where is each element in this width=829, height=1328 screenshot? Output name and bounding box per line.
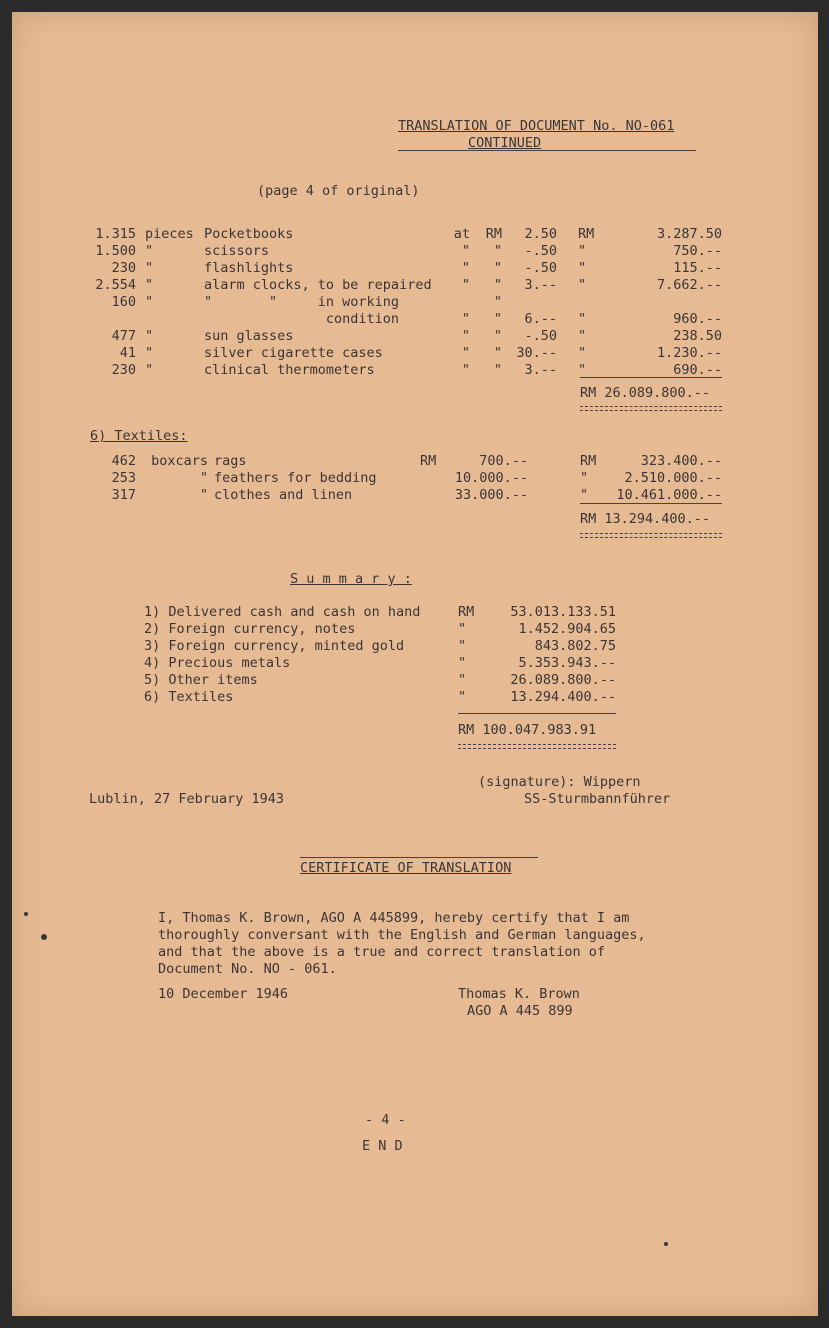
item-desc: alarm clocks, to be repaired (204, 277, 432, 293)
textile-total-currency: " (580, 487, 589, 503)
textile-qty: 462 (111, 453, 136, 469)
item-total: 750.-- (673, 243, 722, 259)
item-price: -.50 (524, 328, 557, 344)
item-at: " (461, 328, 470, 344)
item-total-currency: " (578, 260, 587, 276)
item-unit: " (145, 260, 154, 276)
translator-id: AGO A 445 899 (467, 1003, 573, 1019)
textile-price: 10.000.-- (454, 470, 528, 486)
items-total-double-rule (580, 406, 722, 411)
summary-amount: 1.452.904.65 (518, 621, 616, 637)
summary-label: 5) Other items (144, 672, 258, 688)
item-total-currency: RM (578, 226, 595, 242)
certificate-heading: CERTIFICATE OF TRANSLATION (300, 860, 512, 876)
textiles-heading: 6) Textiles: (90, 428, 188, 444)
punch-mark (41, 934, 47, 940)
page-number: - 4 - (365, 1112, 406, 1128)
summary-label: 3) Foreign currency, minted gold (144, 638, 405, 654)
item-total-currency: " (578, 345, 587, 361)
item-total: 3.287.50 (656, 226, 722, 242)
summary-heading: S u m m a r y : (290, 571, 412, 587)
item-currency: " (493, 362, 502, 378)
item-currency: " (493, 328, 502, 344)
item-at: " (461, 277, 470, 293)
place-date: Lublin, 27 February 1943 (89, 791, 285, 807)
item-unit: " (145, 328, 154, 344)
item-total: 238.50 (673, 328, 722, 344)
summary-total-double-rule (458, 744, 616, 749)
item-at: " (461, 311, 470, 327)
summary-label: 6) Textiles (144, 689, 234, 705)
item-currency: " (493, 260, 502, 276)
header-rule (398, 150, 696, 151)
textile-desc: clothes and linen (214, 487, 353, 503)
summary-currency: " (458, 655, 467, 671)
item-desc: clinical thermometers (204, 362, 375, 378)
summary-amount: 843.802.75 (534, 638, 616, 654)
certificate-date: 10 December 1946 (158, 986, 289, 1002)
item-price: 2.50 (524, 226, 557, 242)
signer-rank: SS-Sturmbannführer (524, 791, 671, 807)
item-desc: Pocketbooks (204, 226, 294, 242)
item-total-currency: " (578, 362, 587, 378)
item-total-currency: " (578, 243, 587, 259)
item-qty: 41 (119, 345, 136, 361)
item-at: " (461, 243, 470, 259)
item-desc: sun glasses (204, 328, 294, 344)
item-currency: " (493, 294, 502, 310)
item-price: 6.-- (524, 311, 557, 327)
certificate-heading-rule (300, 857, 538, 858)
certificate-line-3: and that the above is a true and correct translation of (158, 944, 606, 960)
summary-currency: " (458, 638, 467, 654)
items-total: RM 26.089.800.-- (580, 385, 711, 401)
item-currency: " (493, 345, 502, 361)
textile-price: 33.000.-- (454, 487, 528, 503)
page-note: (page 4 of original) (257, 183, 420, 199)
item-total: 7.662.-- (656, 277, 722, 293)
textile-total-currency: RM (580, 453, 597, 469)
textiles-subtotal-rule (580, 503, 722, 504)
item-total-currency: " (578, 311, 587, 327)
document-title: TRANSLATION OF DOCUMENT No. NO-061 (398, 118, 675, 134)
item-unit: " (145, 277, 154, 293)
textile-total: 10.461.000.-- (616, 487, 722, 503)
textile-qty: 317 (111, 487, 136, 503)
item-price: -.50 (524, 243, 557, 259)
item-at: " (461, 362, 470, 378)
textile-qty: 253 (111, 470, 136, 486)
item-at: at (453, 226, 470, 242)
item-currency: " (493, 311, 502, 327)
certificate-line-2: thoroughly conversant with the English and German languages, (158, 927, 646, 943)
textile-total: 2.510.000.-- (624, 470, 722, 486)
translator-name: Thomas K. Brown (458, 986, 580, 1002)
summary-amount: 53.013.133.51 (510, 604, 616, 620)
punch-mark (664, 1242, 668, 1246)
item-currency: RM (485, 226, 502, 242)
summary-label: 1) Delivered cash and cash on hand (144, 604, 421, 620)
item-desc: silver cigarette cases (204, 345, 383, 361)
textile-desc: rags (214, 453, 247, 469)
summary-currency: RM (458, 604, 475, 620)
item-qty: 477 (111, 328, 136, 344)
item-price: 3.-- (524, 362, 557, 378)
summary-total: RM 100.047.983.91 (458, 722, 597, 738)
item-desc: flashlights (204, 260, 294, 276)
textiles-total: RM 13.294.400.-- (580, 511, 711, 527)
item-total-currency: " (578, 328, 587, 344)
item-unit: " (145, 243, 154, 259)
summary-label: 2) Foreign currency, notes (144, 621, 356, 637)
item-price: 30.-- (516, 345, 557, 361)
certificate-line-4: Document No. NO - 061. (158, 961, 337, 977)
summary-currency: " (458, 689, 467, 705)
item-at: " (461, 345, 470, 361)
item-desc: " " in working (204, 294, 400, 310)
textile-price: 700.-- (479, 453, 528, 469)
summary-amount: 26.089.800.-- (510, 672, 616, 688)
textile-unit: " (199, 470, 208, 486)
item-unit: " (145, 362, 154, 378)
textile-unit: " (199, 487, 208, 503)
item-qty: 160 (111, 294, 136, 310)
summary-currency: " (458, 672, 467, 688)
textile-total: 323.400.-- (640, 453, 722, 469)
item-desc: condition (204, 311, 400, 327)
item-qty: 230 (111, 362, 136, 378)
item-at: " (461, 260, 470, 276)
end-marker: E N D (362, 1138, 403, 1154)
item-total: 115.-- (673, 260, 722, 276)
item-qty: 230 (111, 260, 136, 276)
item-qty: 1.500 (95, 243, 136, 259)
summary-subtotal-rule (458, 713, 616, 714)
item-currency: " (493, 243, 502, 259)
summary-currency: " (458, 621, 467, 637)
summary-label: 4) Precious metals (144, 655, 291, 671)
item-unit: " (145, 345, 154, 361)
item-total: 1.230.-- (656, 345, 722, 361)
summary-amount: 13.294.400.-- (510, 689, 616, 705)
item-price: 3.-- (524, 277, 557, 293)
item-qty: 1.315 (95, 226, 136, 242)
item-currency: " (493, 277, 502, 293)
item-unit: pieces (145, 226, 194, 242)
textiles-total-double-rule (580, 533, 722, 538)
item-total-currency: " (578, 277, 587, 293)
document-subtitle: CONTINUED (468, 135, 542, 151)
punch-mark (24, 912, 28, 916)
item-qty: 2.554 (95, 277, 136, 293)
summary-amount: 5.353.943.-- (518, 655, 616, 671)
item-unit: " (145, 294, 154, 310)
textile-desc: feathers for bedding (214, 470, 377, 486)
textile-total-currency: " (580, 470, 589, 486)
textile-currency: RM (420, 453, 437, 469)
item-desc: scissors (204, 243, 270, 259)
items-subtotal-rule (580, 377, 722, 378)
item-price: -.50 (524, 260, 557, 276)
item-total: 960.-- (673, 311, 722, 327)
item-total: 690.-- (673, 362, 722, 378)
textile-unit: boxcars (151, 453, 208, 469)
certificate-line-1: I, Thomas K. Brown, AGO A 445899, hereby certify that I am (158, 910, 630, 926)
signature-line: (signature): Wippern (478, 774, 641, 790)
